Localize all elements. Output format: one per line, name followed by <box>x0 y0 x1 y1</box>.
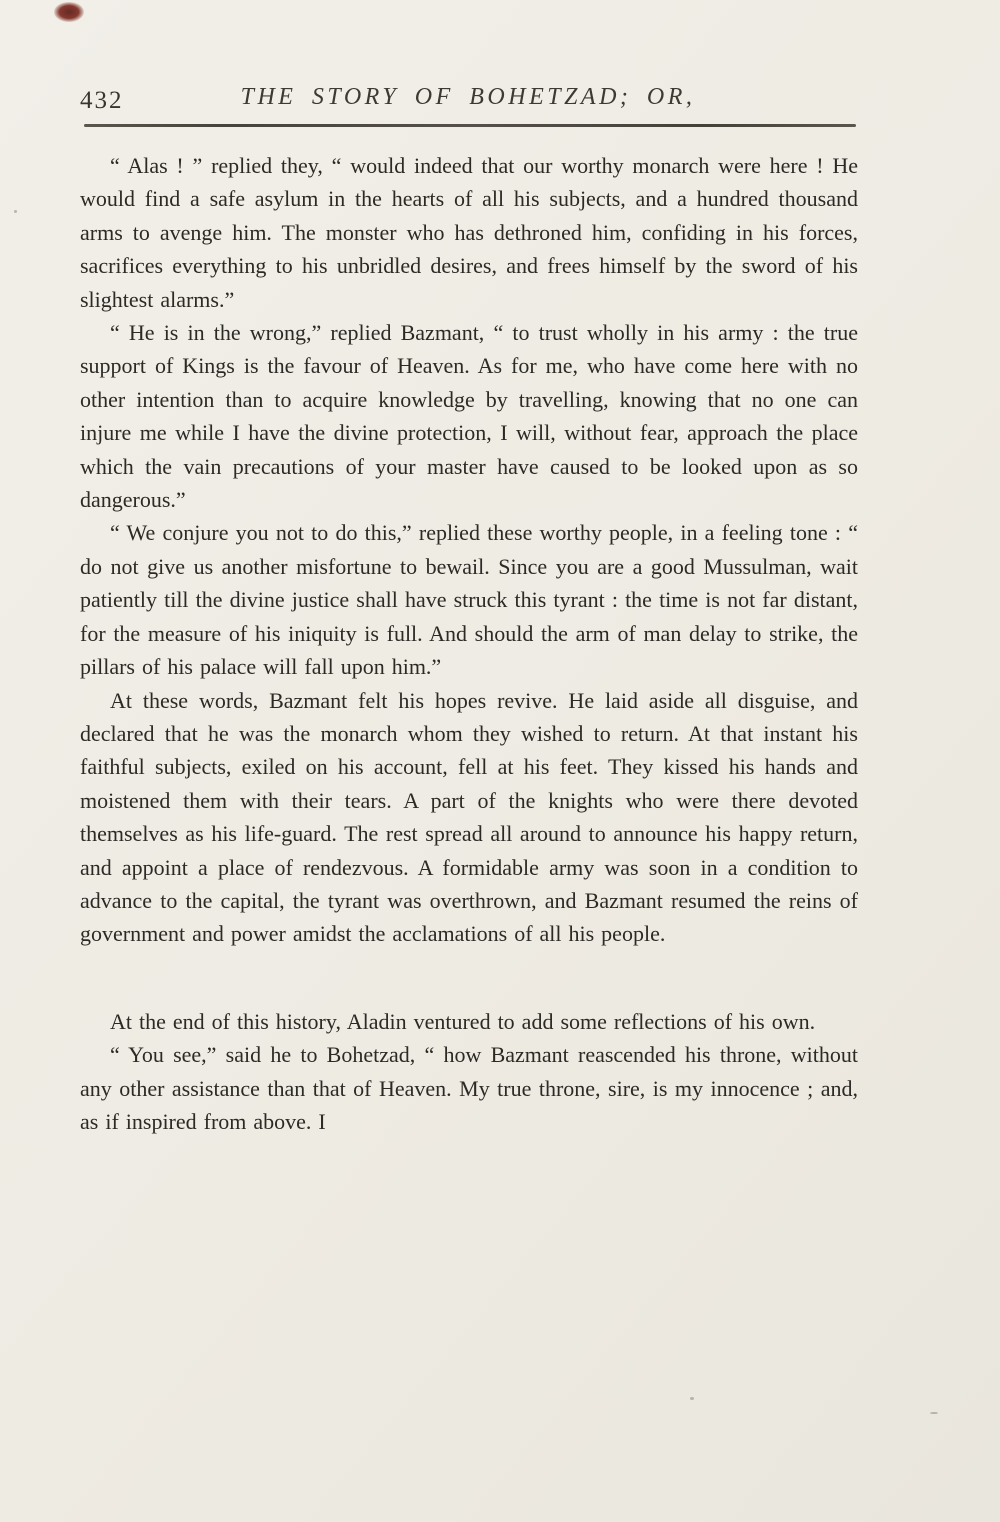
paragraph: “ You see,” said he to Bohetzad, “ how Bazmant reascended his throne, without any other assistance than that of Heaven. My true throne, sire, is my innocence ; and, as if inspired from above. I <box>80 1042 858 1134</box>
paragraph: “ Alas ! ” replied they, “ would indeed that our worthy monarch were here ! He would find a safe asylum in the hearts of all his subjects, and a hundred thousand arms to avenge him. The monster who has dethroned him, confiding in his forces, sacrifices everything to his unbridled desires, and frees himself by the sword of his slightest alarms.” <box>80 153 858 312</box>
page-number: 432 <box>80 87 124 114</box>
paragraph: “ He is in the wrong,” replied Bazmant, “ to trust wholly in his army : the true support of Kings is the favour of Heaven. As for me, who have come here with no other intention than to acquire knowledge by travelling, knowing that no one can injure me while I have the divine protection, I will, without fear, approach the place which the vain precautions of your master have caused to be looked upon as so dangerous.” <box>80 320 858 513</box>
scan-speck <box>14 210 17 213</box>
text-block <box>80 149 858 1138</box>
page-header <box>80 84 856 120</box>
running-header-title: THE STORY OF BOHETZAD; OR, <box>240 84 696 110</box>
paragraph: At these words, Bazmant felt his hopes revive. He laid aside all disguise, and declared that he was the monarch whom they wished to return. At that instant his faithful subjects, exiled on his account, fell at his feet. They kissed his hands and moistened them with their tears. A part of the knights who were there devoted themselves as his life-guard. The rest spread all around to announce his happy return, and appoint a place of rendezvous. A formidable army was soon in a condition to advance to the capital, the tyrant was overthrown, and Bazmant resumed the reins of government and power amidst the acclamations of all his people. <box>80 687 858 947</box>
paragraph: “ We conjure you not to do this,” replied these worthy people, in a feeling tone : “ do not give us another misfortune to bewail. Since you are a good Mussulman, wait patiently till the divine justice shall have struck this tyrant : the time is not far distant, for the measure of his iniquity is full. And should the arm of man delay to strike, the pillars of his palace will fall upon him.” <box>80 520 858 680</box>
paragraph: At the end of this history, Aladin ventured to add some reflections of his own. <box>110 1008 816 1034</box>
scan-blemish <box>54 2 84 22</box>
header-rule <box>84 124 856 127</box>
scan-speck <box>690 1397 694 1400</box>
scan-speck <box>930 1412 938 1414</box>
